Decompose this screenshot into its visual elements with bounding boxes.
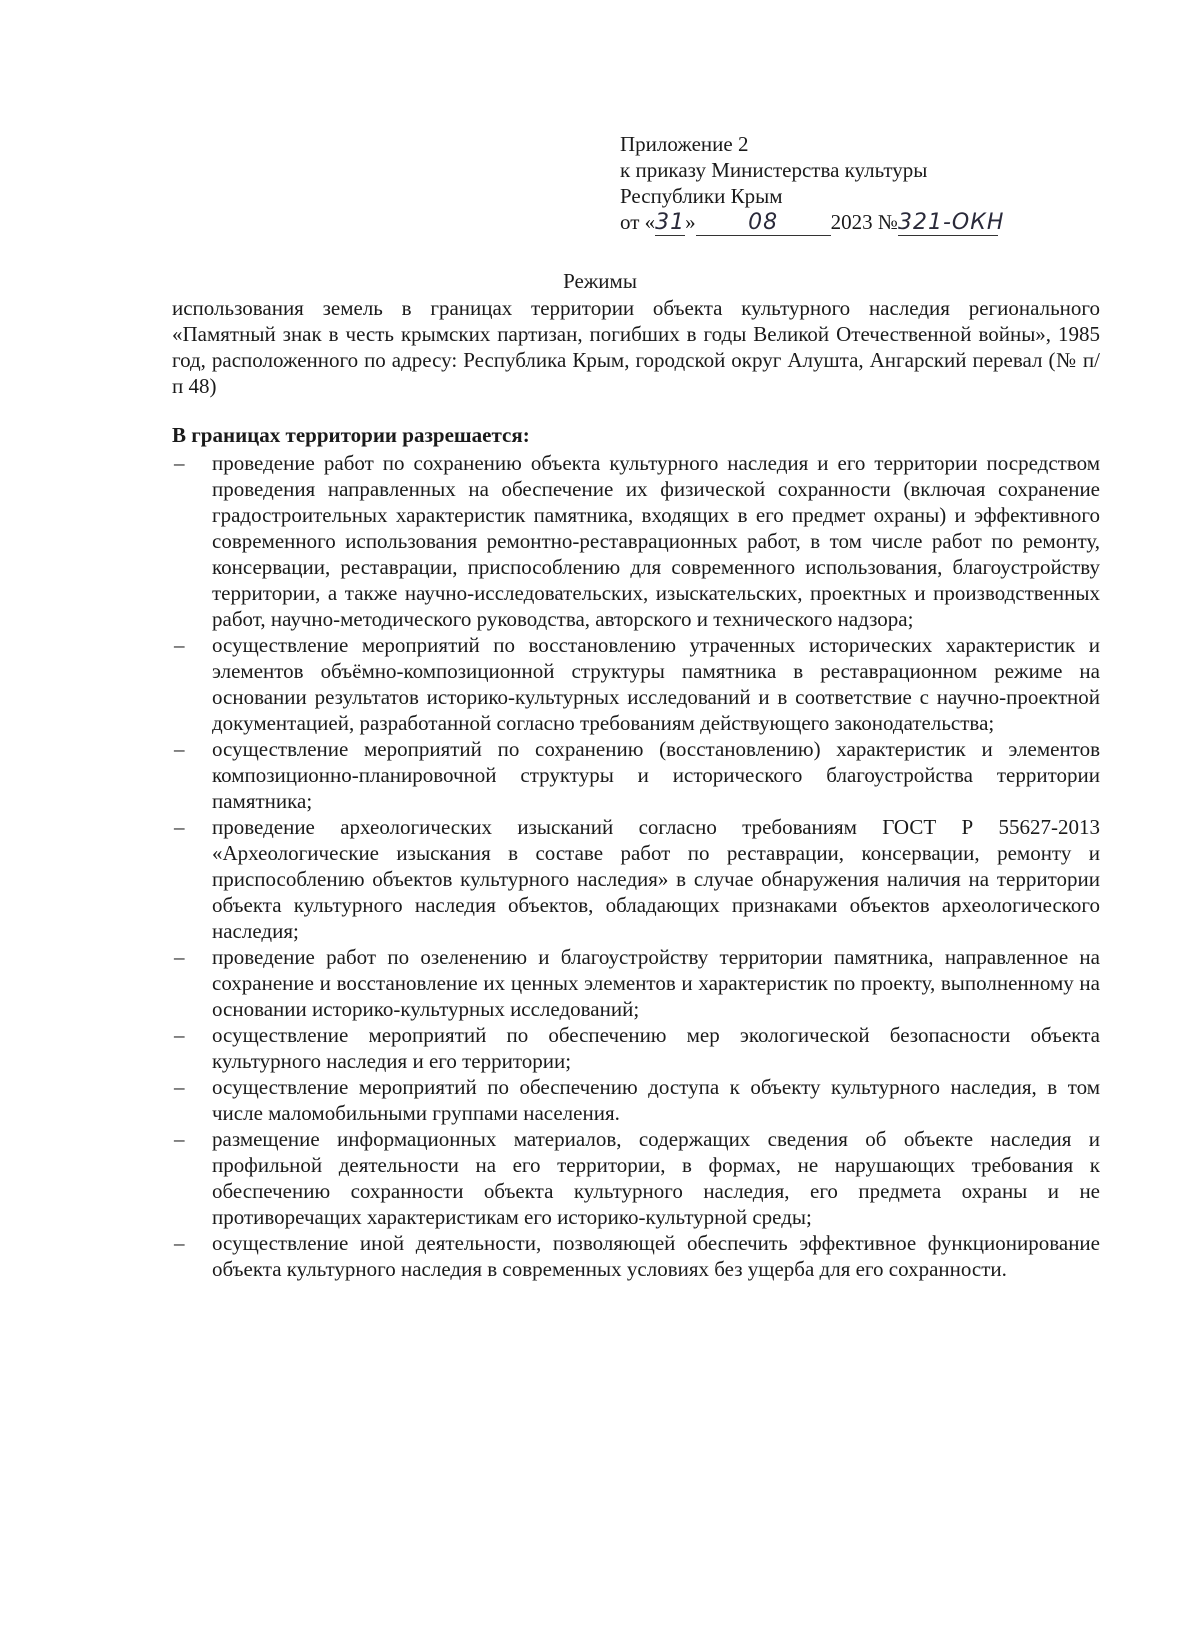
bullet-dash: – <box>174 737 185 761</box>
ministry-region: Республики Крым <box>620 184 783 208</box>
list-item-text: размещение информационных материалов, содержащих сведения об объекте наследия и профильной деятельности на его территории, в формах, не нарушающих требования к обеспечению сохранности объекта культурного наследия, его предмета охраны и не противоречащих характеристикам его историко-культурной среды; <box>212 1127 1100 1229</box>
order-date-line <box>620 209 1005 236</box>
list-item <box>172 1022 1100 1074</box>
date-quote-close: » <box>685 210 696 234</box>
list-item <box>172 736 1100 814</box>
list-item <box>172 1126 1100 1230</box>
bullet-dash: – <box>174 1231 185 1255</box>
list-item <box>172 1074 1100 1126</box>
list-item-text: осуществление мероприятий по обеспечению мер экологической безопасности объекта культурного наследия и его территории; <box>212 1023 1100 1073</box>
permitted-activities-list <box>172 450 1100 1282</box>
list-item-text: проведение археологических изысканий согласно требованиям ГОСТ Р 55627-2013 «Археологические изыскания в составе работ по реставрации, консервации, ремонту и приспособлению объектов культурного наследия» в случае обнаружения наличия на территории объекта культурного наследия объектов, обладающих признаками объектов археологического наследия; <box>212 815 1100 943</box>
list-item-text: осуществление иной деятельности, позволяющей обеспечить эффективное функционирование объекта культурного наследия в современных условиях без ущерба для его сохранности. <box>212 1231 1100 1281</box>
bullet-dash: – <box>174 451 185 475</box>
handwritten-order-number: 321-ОКН <box>897 210 1005 235</box>
list-item <box>172 814 1100 944</box>
document-title: Режимы <box>563 269 637 293</box>
date-year: 2023 № <box>830 210 898 234</box>
list-item-text: осуществление мероприятий по обеспечению доступа к объекту культурного наследия, в том числе маломобильными группами населения. <box>212 1075 1100 1125</box>
bullet-dash: – <box>174 633 185 657</box>
bullet-dash: – <box>174 1127 185 1151</box>
list-item <box>172 450 1100 632</box>
order-reference: к приказу Министерства культуры <box>620 158 928 182</box>
bullet-dash: – <box>174 945 185 969</box>
bullet-dash: – <box>174 815 185 839</box>
handwritten-day: 31 <box>655 210 686 235</box>
date-prefix: от « <box>620 210 656 234</box>
list-item <box>172 632 1100 736</box>
section-heading: В границах территории разрешается: <box>172 423 530 447</box>
list-item-text: осуществление мероприятий по восстановлению утраченных исторических характеристик и элементов объёмно-композиционной структуры памятника в реставрационном режиме на основании результатов историко-культурных исследований и в соответствие с научно-проектной документацией, разработанной согласно требованиям действующего законодательства; <box>212 633 1100 735</box>
appendix-header <box>620 131 1005 236</box>
appendix-number: Приложение 2 <box>620 132 749 156</box>
bullet-dash: – <box>174 1075 185 1099</box>
document-subtitle: использования земель в границах территории объекта культурного наследия регионального «Памятный знак в честь крымских партизан, погибших в годы Великой Отечественной войны», 1985 год, расположенного по адресу: Республика Крым, городской округ Алушта, Ангарский перевал (№ п/п 48) <box>172 296 1100 398</box>
list-item <box>172 944 1100 1022</box>
list-item-text: осуществление мероприятий по сохранению (восстановлению) характеристик и элементов композиционно-планировочной структуры и исторического благоустройства территории памятника; <box>212 737 1100 813</box>
bullet-dash: – <box>174 1023 185 1047</box>
handwritten-month: 08 <box>748 210 779 235</box>
list-item-text: проведение работ по озеленению и благоустройству территории памятника, направленное на сохранение и восстановление их ценных элементов и характеристик по проекту, выполненному на основании историко-культурных исследований; <box>212 945 1100 1021</box>
list-item <box>172 1230 1100 1282</box>
list-item-text: проведение работ по сохранению объекта культурного наследия и его территории посредством проведения направленных на обеспечение их физической сохранности (включая сохранение градостроительных характеристик памятника, входящих в его предмет охраны) и эффективного современного использования ремонтно-реставрационных работ, в том числе работ по ремонту, консервации, реставрации, приспособлению для современного использования, благоустройству территории, а также научно-исследовательских, изыскательских, проектных и производственных работ, научно-методического руководства, авторского и технического надзора; <box>212 451 1100 631</box>
